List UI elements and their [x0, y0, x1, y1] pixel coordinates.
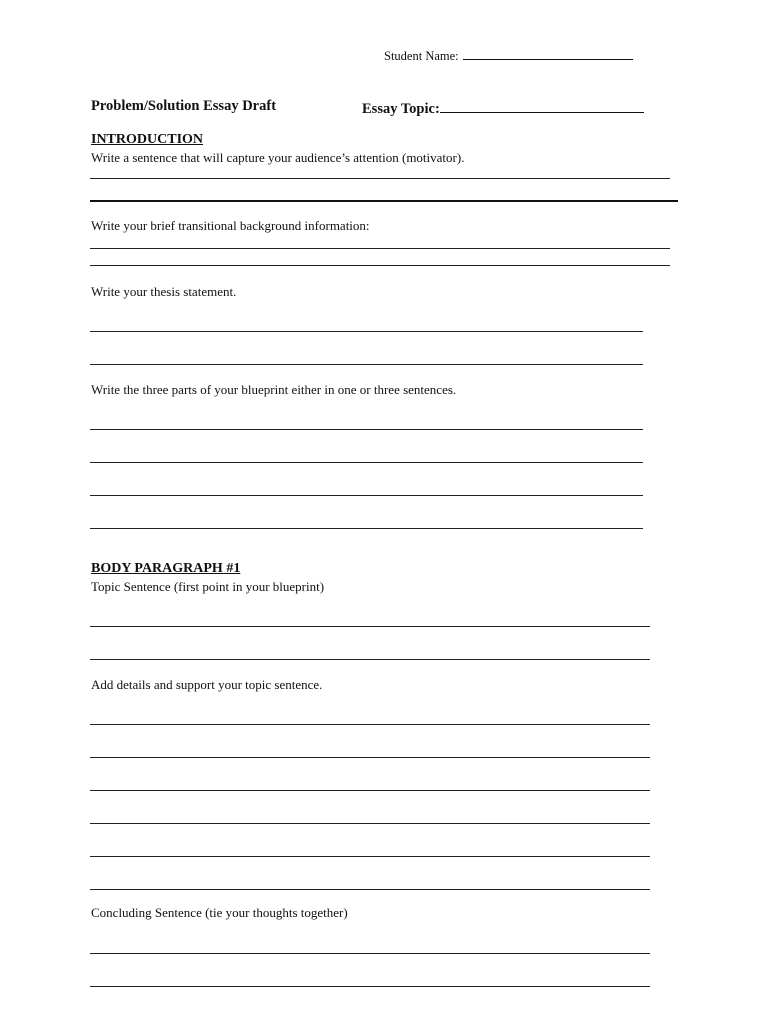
details-answer-line[interactable] [90, 757, 650, 758]
details-answer-line[interactable] [90, 823, 650, 824]
blueprint-answer-line[interactable] [90, 495, 643, 496]
details-answer-line[interactable] [90, 889, 650, 890]
essay-topic-field[interactable] [362, 98, 644, 118]
concluding-answer-line[interactable] [90, 953, 650, 954]
concluding-sentence-prompt: Concluding Sentence (tie your thoughts together) [91, 905, 348, 920]
blueprint-prompt: Write the three parts of your blueprint either in one or three sentences. [91, 382, 457, 397]
blueprint-answer-line[interactable] [90, 528, 643, 529]
details-answer-line[interactable] [90, 856, 650, 857]
concluding-answer-line[interactable] [90, 986, 650, 987]
details-answer-line[interactable] [90, 724, 650, 725]
topic-sentence-prompt: Topic Sentence (first point in your blueprint) [91, 579, 325, 594]
motivator-prompt: Write a sentence that will capture your audience’s attention (motivator). [91, 150, 465, 165]
background-answer-line[interactable] [90, 248, 670, 249]
essay-topic-blank[interactable] [440, 98, 644, 113]
thesis-answer-line[interactable] [90, 331, 643, 332]
document-title: Problem/Solution Essay Draft [91, 98, 277, 114]
blueprint-answer-line[interactable] [90, 462, 643, 463]
motivator-answer-line[interactable] [90, 178, 670, 179]
topic-sentence-answer-line[interactable] [90, 626, 650, 627]
essay-topic-label: Essay Topic: [362, 101, 440, 117]
details-answer-line[interactable] [90, 790, 650, 791]
body-paragraph-1-heading: BODY PARAGRAPH #1 [91, 561, 241, 576]
blueprint-answer-line[interactable] [90, 429, 643, 430]
background-prompt: Write your brief transitional background information: [91, 218, 370, 233]
background-answer-line[interactable] [90, 265, 670, 266]
details-prompt: Add details and support your topic sentence. [91, 677, 323, 692]
thesis-prompt: Write your thesis statement. [91, 284, 237, 299]
student-name-field[interactable] [384, 46, 633, 64]
student-name-label: Student Name: [384, 49, 459, 63]
student-name-blank[interactable] [463, 46, 633, 60]
thesis-answer-line[interactable] [90, 364, 643, 365]
introduction-heading: INTRODUCTION [91, 132, 204, 147]
section-divider [90, 200, 678, 202]
topic-sentence-answer-line[interactable] [90, 659, 650, 660]
